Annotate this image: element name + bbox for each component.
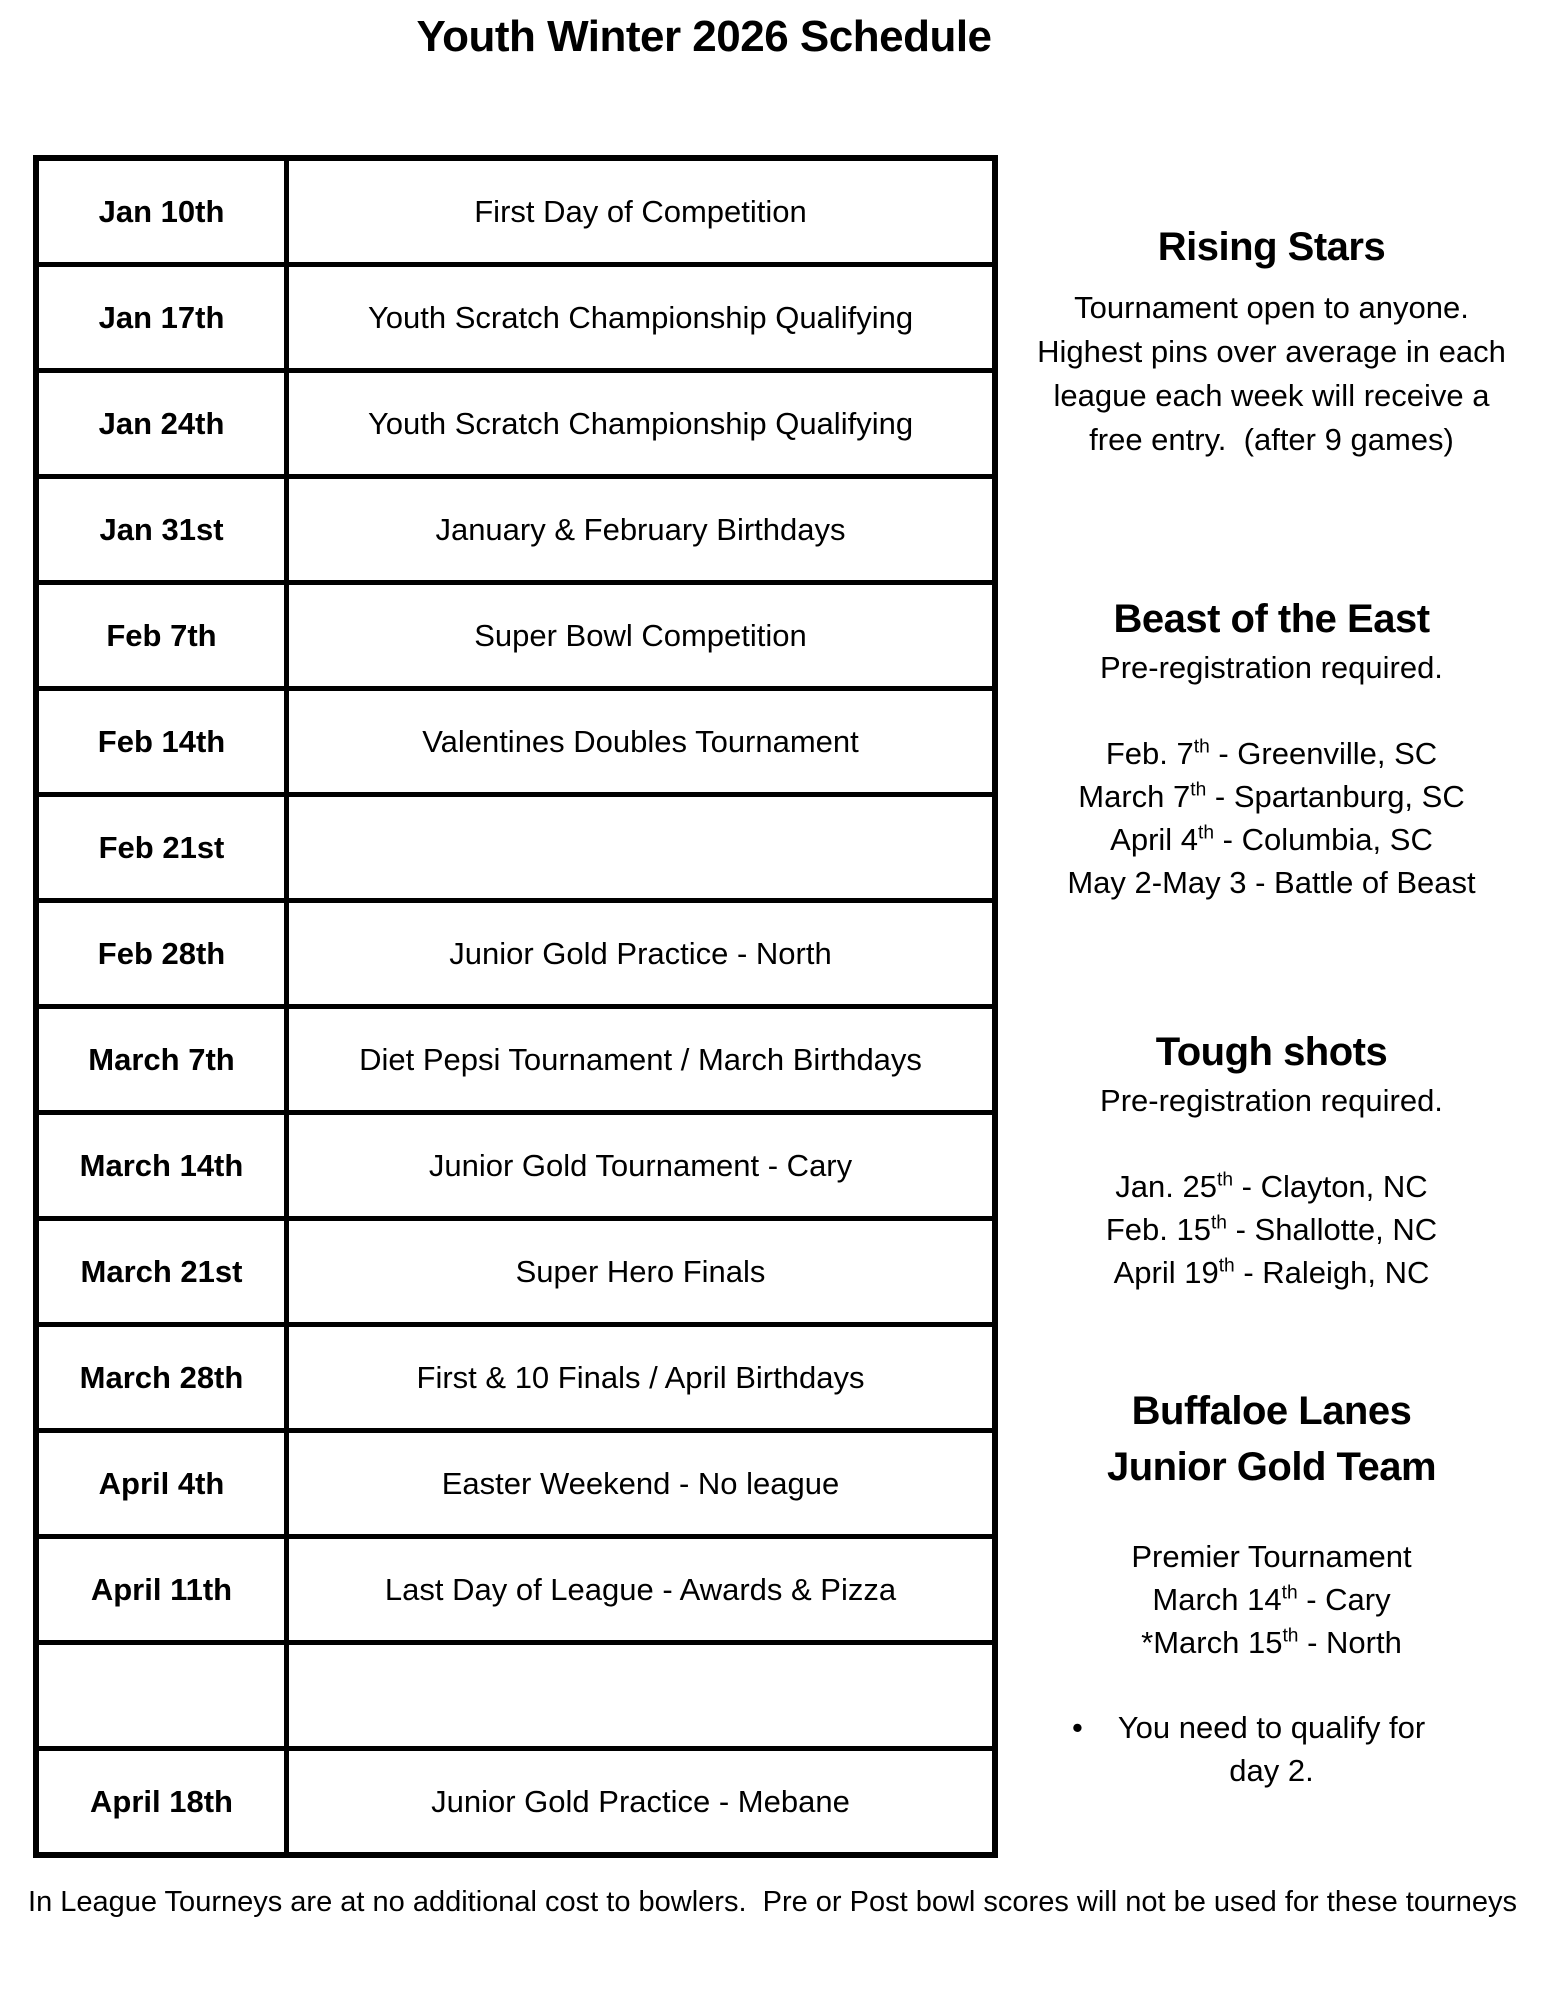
table-row: [36, 795, 995, 901]
ordinal-suffix: th: [1218, 1255, 1235, 1277]
tournament-date: April 4th - Columbia, SC: [1110, 822, 1433, 857]
date-cell: March 14th: [36, 1113, 287, 1219]
table-row: [36, 1007, 995, 1113]
junior-gold-title-line1: Buffaloe Lanes: [1131, 1389, 1412, 1433]
date-cell: Jan 10th: [36, 158, 287, 265]
table-row: [36, 477, 995, 583]
table-row: [36, 371, 995, 477]
tournament-date: Jan. 25th - Clayton, NC: [1115, 1169, 1428, 1204]
ordinal-suffix: th: [1282, 1625, 1299, 1647]
date-cell: Jan 31st: [36, 477, 287, 583]
tournament-date: March 14th - Cary: [1152, 1582, 1391, 1617]
body-line: league each week will receive a: [1053, 378, 1490, 413]
rising-stars-title: Rising Stars: [1157, 225, 1386, 269]
tournament-date: May 2-May 3 - Battle of Beast: [1067, 865, 1476, 900]
bullet-icon: •: [1072, 1710, 1083, 1745]
body-line: Tournament open to anyone.: [1074, 290, 1469, 325]
qualify-note: [998, 1706, 1545, 1792]
event-cell: First Day of Competition: [287, 158, 996, 265]
event-cell: [287, 1643, 996, 1749]
date-cell: Jan 24th: [36, 371, 287, 477]
table-row: [36, 1643, 995, 1749]
beast-of-the-east-section: [998, 592, 1545, 904]
event-cell: Last Day of League - Awards & Pizza: [287, 1537, 996, 1643]
event-cell: Super Bowl Competition: [287, 583, 996, 689]
date-cell: Feb 21st: [36, 795, 287, 901]
tournament-date: *March 15th - North: [1141, 1625, 1402, 1660]
tournament-date: March 7th - Spartanburg, SC: [1078, 779, 1465, 814]
table-row: [36, 158, 995, 265]
date-cell: April 4th: [36, 1431, 287, 1537]
date-cell: Jan 17th: [36, 265, 287, 371]
table-row: [36, 1325, 995, 1431]
tough-shots-subtitle: Pre-registration required.: [1100, 1083, 1443, 1118]
date-cell: March 28th: [36, 1325, 287, 1431]
ordinal-suffix: th: [1190, 779, 1207, 801]
beast-subtitle: Pre-registration required.: [1100, 650, 1443, 685]
beast-of-the-east-title: Beast of the East: [1113, 597, 1430, 641]
table-row: [36, 689, 995, 795]
event-cell: [287, 795, 996, 901]
spacer: [998, 1664, 1545, 1706]
event-cell: Junior Gold Tournament - Cary: [287, 1113, 996, 1219]
ordinal-suffix: th: [1210, 1212, 1227, 1234]
table-row: [36, 265, 995, 371]
spacer: [998, 690, 1545, 732]
qualify-note-line1: You need to qualify for: [1117, 1710, 1426, 1745]
date-cell: April 18th: [36, 1749, 287, 1856]
date-cell: Feb 14th: [36, 689, 287, 795]
schedule-table-container: [33, 155, 998, 1858]
junior-gold-title-line2: Junior Gold Team: [1106, 1445, 1437, 1489]
ordinal-suffix: th: [1217, 1169, 1234, 1191]
event-cell: Valentines Doubles Tournament: [287, 689, 996, 795]
junior-gold-body: [998, 1535, 1545, 1664]
tough-shots-dates: [998, 1165, 1545, 1294]
date-cell: [36, 1643, 287, 1749]
event-cell: Easter Weekend - No league: [287, 1431, 996, 1537]
tournament-date: April 19th - Raleigh, NC: [1113, 1255, 1430, 1290]
event-cell: Junior Gold Practice - North: [287, 901, 996, 1007]
table-row: [36, 901, 995, 1007]
tough-shots-section: [998, 1025, 1545, 1294]
spacer: [998, 1495, 1545, 1535]
ordinal-suffix: th: [1193, 736, 1210, 758]
junior-gold-subtitle: Premier Tournament: [1131, 1539, 1412, 1574]
table-row: [36, 583, 995, 689]
footer-note: In League Tourneys are at no additional cost to bowlers. Pre or Post bowl scores will not be used for these tourneys: [28, 1886, 1517, 1918]
event-cell: Junior Gold Practice - Mebane: [287, 1749, 996, 1856]
beast-dates: [998, 732, 1545, 904]
event-cell: January & February Birthdays: [287, 477, 996, 583]
ordinal-suffix: th: [1198, 822, 1215, 844]
date-cell: Feb 7th: [36, 583, 287, 689]
body-line: Highest pins over average in each: [1037, 334, 1506, 369]
qualify-note-line2: day 2.: [1229, 1753, 1314, 1788]
spacer: [998, 1123, 1545, 1165]
table-row: [36, 1431, 995, 1537]
ordinal-suffix: th: [1281, 1582, 1298, 1604]
body-line: free entry. (after 9 games): [1089, 422, 1454, 457]
rising-stars-body: [998, 286, 1545, 462]
date-cell: March 21st: [36, 1219, 287, 1325]
table-row: [36, 1537, 995, 1643]
date-cell: March 7th: [36, 1007, 287, 1113]
event-cell: First & 10 Finals / April Birthdays: [287, 1325, 996, 1431]
event-cell: Diet Pepsi Tournament / March Birthdays: [287, 1007, 996, 1113]
date-cell: Feb 28th: [36, 901, 287, 1007]
junior-gold-section: [998, 1383, 1545, 1792]
tournament-date: Feb. 7th - Greenville, SC: [1105, 736, 1438, 771]
event-cell: Super Hero Finals: [287, 1219, 996, 1325]
event-cell: Youth Scratch Championship Qualifying: [287, 265, 996, 371]
table-row: [36, 1749, 995, 1856]
schedule-table: [33, 155, 998, 1858]
page-title: Youth Winter 2026 Schedule: [416, 12, 992, 61]
tough-shots-title: Tough shots: [1155, 1030, 1388, 1074]
table-row: [36, 1113, 995, 1219]
event-cell: Youth Scratch Championship Qualifying: [287, 371, 996, 477]
rising-stars-section: [998, 220, 1545, 462]
date-cell: April 11th: [36, 1537, 287, 1643]
tournament-date: Feb. 15th - Shallotte, NC: [1105, 1212, 1438, 1247]
table-row: [36, 1219, 995, 1325]
junior-gold-title: [998, 1383, 1545, 1495]
